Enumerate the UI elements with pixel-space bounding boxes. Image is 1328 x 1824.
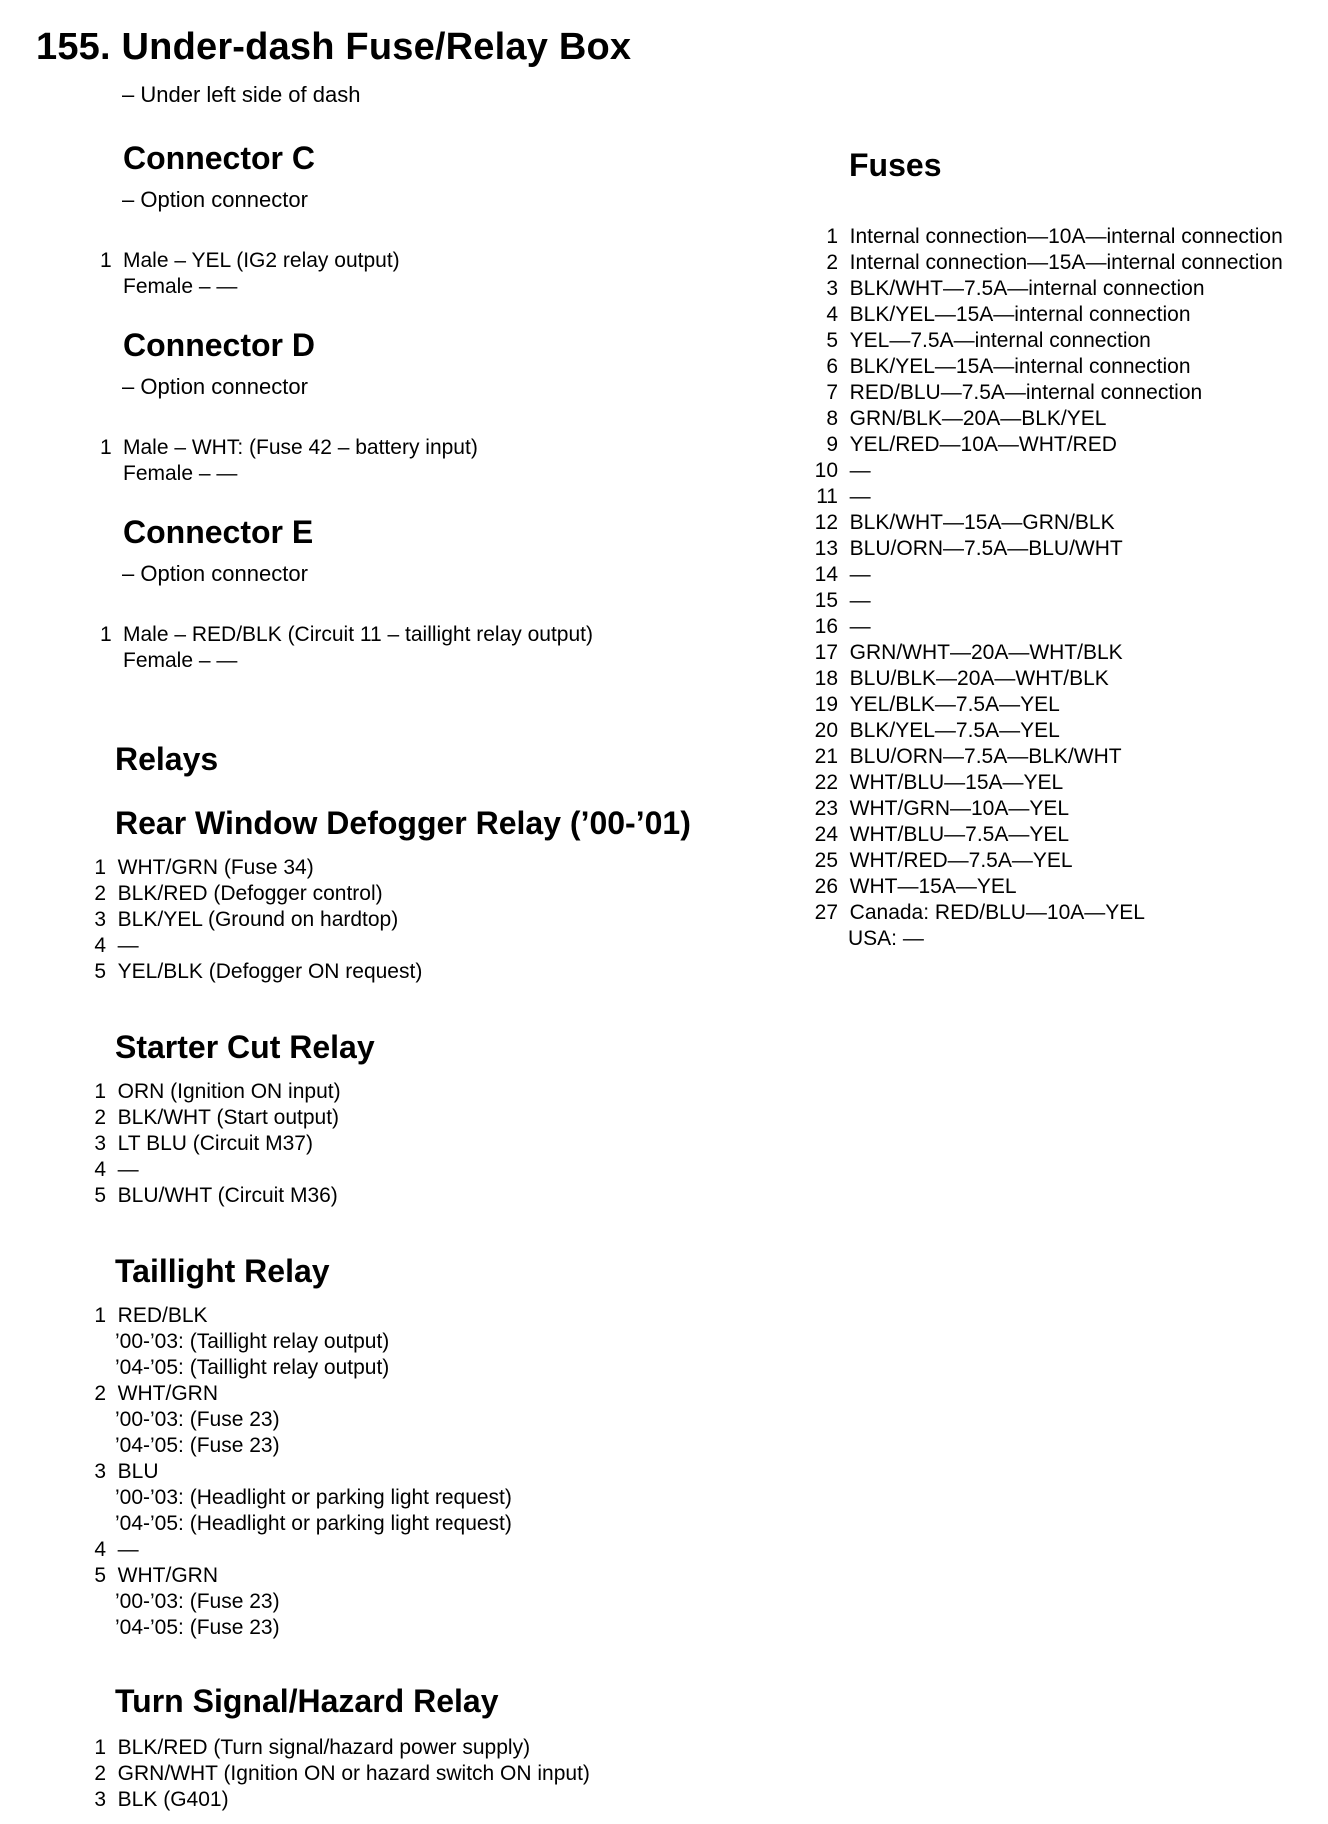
list-item: 15 — <box>814 589 871 612</box>
list-item: 4 — <box>94 1538 139 1561</box>
list-item-detail: ’00-’03: (Fuse 23) <box>115 1408 280 1431</box>
page-location: – Under left side of dash <box>122 82 361 107</box>
list-item: 1 BLK/RED (Turn signal/hazard power supply) <box>94 1736 531 1759</box>
connector-d-male: Male – WHT: (Fuse 42 – battery input) <box>123 436 478 459</box>
connector-e-male: Male – RED/BLK (Circuit 11 – taillight relay output) <box>123 623 593 646</box>
fuse-list <box>812 224 1312 952</box>
turn-signal-relay-heading: Turn Signal/Hazard Relay <box>115 1683 499 1719</box>
list-item: 2 BLK/WHT (Start output) <box>94 1106 340 1129</box>
list-item-detail: ’04-’05: (Headlight or parking light request) <box>115 1512 512 1535</box>
list-item: 3 BLK/WHT—7.5A—internal connection <box>826 277 1205 300</box>
list-item-detail: ’04-’05: (Fuse 23) <box>115 1616 280 1639</box>
list-item: 1 Internal connection—10A—internal connection <box>826 225 1283 248</box>
connector-d-note: – Option connector <box>122 374 308 399</box>
starter-cut-relay-heading: Starter Cut Relay <box>115 1029 375 1065</box>
list-item: 3 BLK (G401) <box>94 1788 229 1811</box>
list-item-detail: USA: — <box>848 927 924 950</box>
list-item-detail: ’00-’03: (Taillight relay output) <box>115 1330 390 1353</box>
list-item: 2 WHT/GRN <box>94 1382 218 1405</box>
relays-heading: Relays <box>115 741 219 777</box>
list-item-detail: ’04-’05: (Fuse 23) <box>115 1434 280 1457</box>
list-item: 8 GRN/BLK—20A—BLK/YEL <box>826 407 1107 430</box>
taillight-relay-heading: Taillight Relay <box>115 1253 330 1289</box>
list-item-detail: ’00-’03: (Headlight or parking light request) <box>115 1486 512 1509</box>
connector-d-female: Female – — <box>123 462 238 485</box>
starter-cut-pin-list <box>90 1079 710 1209</box>
list-item: 16 — <box>814 615 871 638</box>
taillight-pin-list <box>90 1303 710 1641</box>
list-item: 25 WHT/RED—7.5A—YEL <box>814 849 1073 872</box>
list-item: 3 BLK/YEL (Ground on hardtop) <box>94 908 399 931</box>
list-item: 3 BLU <box>94 1460 159 1483</box>
list-item: 14 — <box>814 563 871 586</box>
connector-c-pin: 1 <box>100 249 112 272</box>
page-title: 155. Under-dash Fuse/Relay Box <box>36 26 632 68</box>
connector-e-heading: Connector E <box>123 514 314 550</box>
list-item: 23 WHT/GRN—10A—YEL <box>814 797 1070 820</box>
list-item: 27 Canada: RED/BLU—10A—YEL <box>814 901 1145 924</box>
list-item: 2 Internal connection—15A—internal connection <box>826 251 1283 274</box>
list-item: 1 ORN (Ignition ON input) <box>94 1080 341 1103</box>
list-item: 5 WHT/GRN <box>94 1564 218 1587</box>
connector-c-heading: Connector C <box>123 140 315 176</box>
list-item: 6 BLK/YEL—15A—internal connection <box>826 355 1191 378</box>
list-item: 5 YEL—7.5A—internal connection <box>826 329 1151 352</box>
list-item-detail: ’00-’03: (Fuse 23) <box>115 1590 280 1613</box>
list-item: 5 BLU/WHT (Circuit M36) <box>94 1184 338 1207</box>
list-item: 4 BLK/YEL—15A—internal connection <box>826 303 1191 326</box>
list-item: 4 — <box>94 934 139 957</box>
fuses-heading: Fuses <box>849 147 942 183</box>
list-item: 12 BLK/WHT—15A—GRN/BLK <box>814 511 1115 534</box>
list-item: 10 — <box>814 459 871 482</box>
list-item: 13 BLU/ORN—7.5A—BLU/WHT <box>814 537 1123 560</box>
list-item: 17 GRN/WHT—20A—WHT/BLK <box>814 641 1123 664</box>
list-item: 20 BLK/YEL—7.5A—YEL <box>814 719 1060 742</box>
connector-c-male: Male – YEL (IG2 relay output) <box>123 249 400 272</box>
list-item: 24 WHT/BLU—7.5A—YEL <box>814 823 1070 846</box>
rear-defogger-pin-list <box>90 855 710 985</box>
list-item: 19 YEL/BLK—7.5A—YEL <box>814 693 1060 716</box>
connector-e-female: Female – — <box>123 649 238 672</box>
list-item: 2 GRN/WHT (Ignition ON or hazard switch ON input) <box>94 1762 590 1785</box>
rear-defogger-relay-heading: Rear Window Defogger Relay (’00-’01) <box>115 805 691 841</box>
list-item: 11 — <box>816 485 871 508</box>
list-item: 26 WHT—15A—YEL <box>814 875 1017 898</box>
list-item: 2 BLK/RED (Defogger control) <box>94 882 383 905</box>
list-item-detail: ’04-’05: (Taillight relay output) <box>115 1356 390 1379</box>
list-item: 18 BLU/BLK—20A—WHT/BLK <box>814 667 1109 690</box>
connector-c-note: – Option connector <box>122 187 308 212</box>
connector-e-note: – Option connector <box>122 561 308 586</box>
list-item: 1 WHT/GRN (Fuse 34) <box>94 856 314 879</box>
list-item: 9 YEL/RED—10A—WHT/RED <box>826 433 1117 456</box>
turn-signal-pin-list <box>90 1735 750 1813</box>
connector-e-pin: 1 <box>100 623 112 646</box>
connector-d-pin: 1 <box>100 436 112 459</box>
connector-d-heading: Connector D <box>123 327 315 363</box>
list-item: 4 — <box>94 1158 139 1181</box>
list-item: 5 YEL/BLK (Defogger ON request) <box>94 960 423 983</box>
list-item: 7 RED/BLU—7.5A—internal connection <box>826 381 1203 404</box>
list-item: 22 WHT/BLU—15A—YEL <box>814 771 1064 794</box>
list-item: 3 LT BLU (Circuit M37) <box>94 1132 313 1155</box>
list-item: 1 RED/BLK <box>94 1304 208 1327</box>
connector-c-female: Female – — <box>123 275 238 298</box>
list-item: 21 BLU/ORN—7.5A—BLK/WHT <box>814 745 1122 768</box>
